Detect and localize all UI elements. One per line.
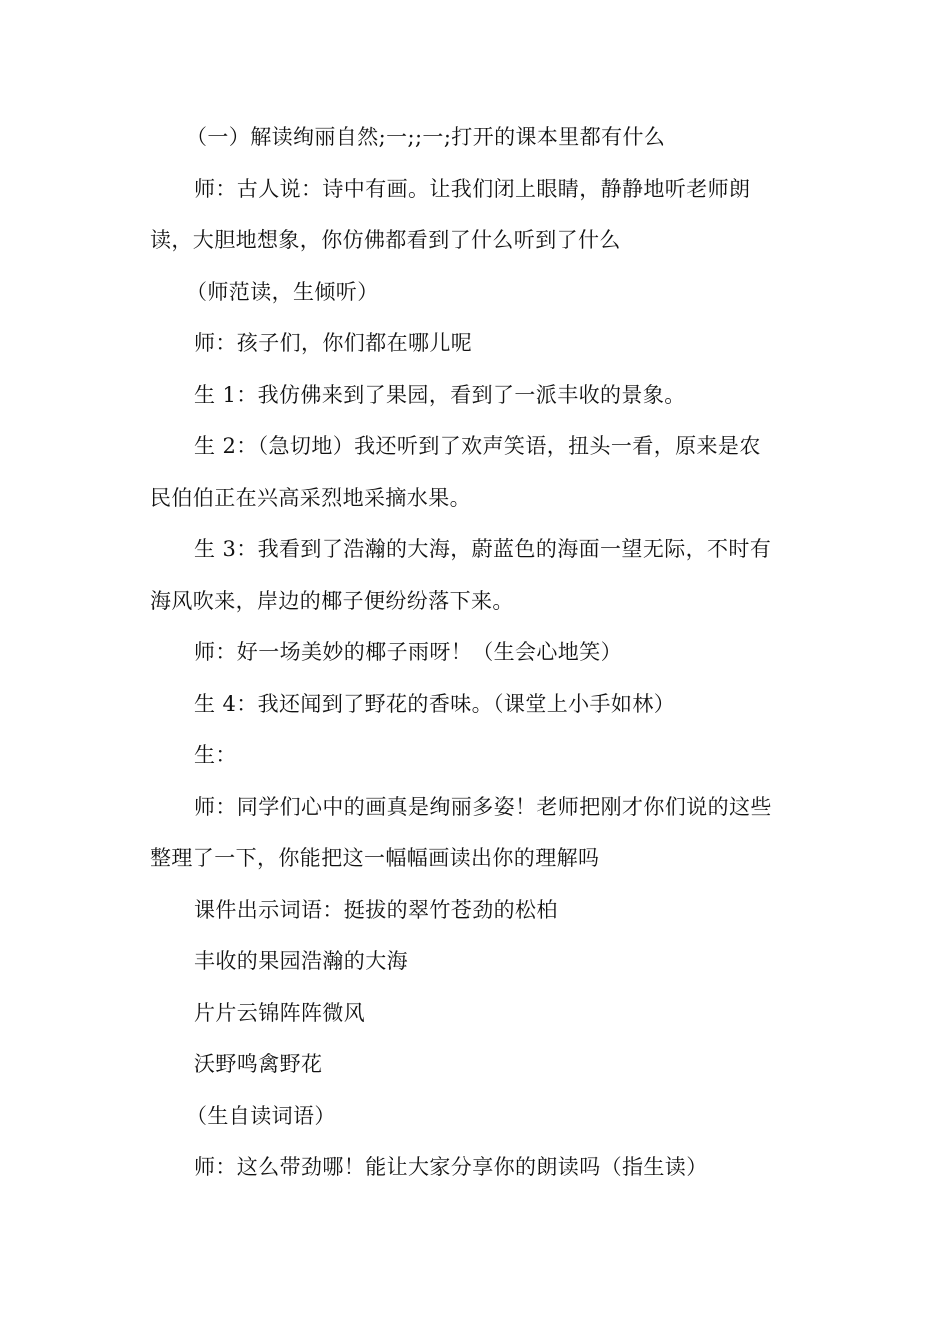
paragraph-line: （生自读词语）	[186, 1103, 336, 1128]
paragraph-line: 生 2：（急切地）我还听到了欢声笑语，扭头一看，原来是农	[194, 434, 761, 458]
paragraph-line: 民伯伯正在兴高采烈地采摘水果。	[150, 485, 471, 510]
paragraph-line: 生 4：我还闻到了野花的香味。（课堂上小手如林）	[194, 691, 676, 716]
paragraph-line: 生 1：我仿佛来到了果园，看到了一派丰收的景象。	[194, 382, 686, 407]
paragraph-line: 生：	[194, 743, 237, 767]
paragraph-line: 沃野鸣禽野花	[194, 1052, 323, 1076]
paragraph-line: 生 3：我看到了浩瀚的大海，蔚蓝色的海面一望无际，不时有	[194, 537, 772, 561]
paragraph-line: 整理了一下，你能把这一幅幅画读出你的理解吗	[150, 846, 600, 870]
paragraph-line: 师：古人说：诗中有画。让我们闭上眼睛，静静地听老师朗	[194, 176, 751, 201]
paragraph-line: 师：这么带劲哪！能让大家分享你的朗读吗（指生读）	[194, 1155, 708, 1179]
section-heading: （一）解读绚丽自然;一;;一;打开的课本里都有什么	[186, 125, 666, 149]
paragraph-line: 片片云锦阵阵微风	[194, 1000, 366, 1025]
paragraph-line: 海风吹来，岸边的椰子便纷纷落下来。	[150, 588, 514, 613]
paragraph-line: （师范读，生倾听）	[186, 279, 379, 304]
paragraph-line: 师：孩子们，你们都在哪儿呢	[194, 331, 473, 355]
paragraph-line: 师：同学们心中的画真是绚丽多姿！老师把刚才你们说的这些	[194, 794, 772, 819]
paragraph-line: 课件出示词语：挺拔的翠竹苍劲的松柏	[194, 897, 558, 922]
document-body	[150, 112, 810, 1194]
paragraph-line: 师：好一场美妙的椰子雨呀！（生会心地笑）	[194, 640, 622, 664]
paragraph-line: 读，大胆地想象，你仿佛都看到了什么听到了什么	[150, 228, 621, 252]
paragraph-line: 丰收的果园浩瀚的大海	[194, 949, 408, 973]
